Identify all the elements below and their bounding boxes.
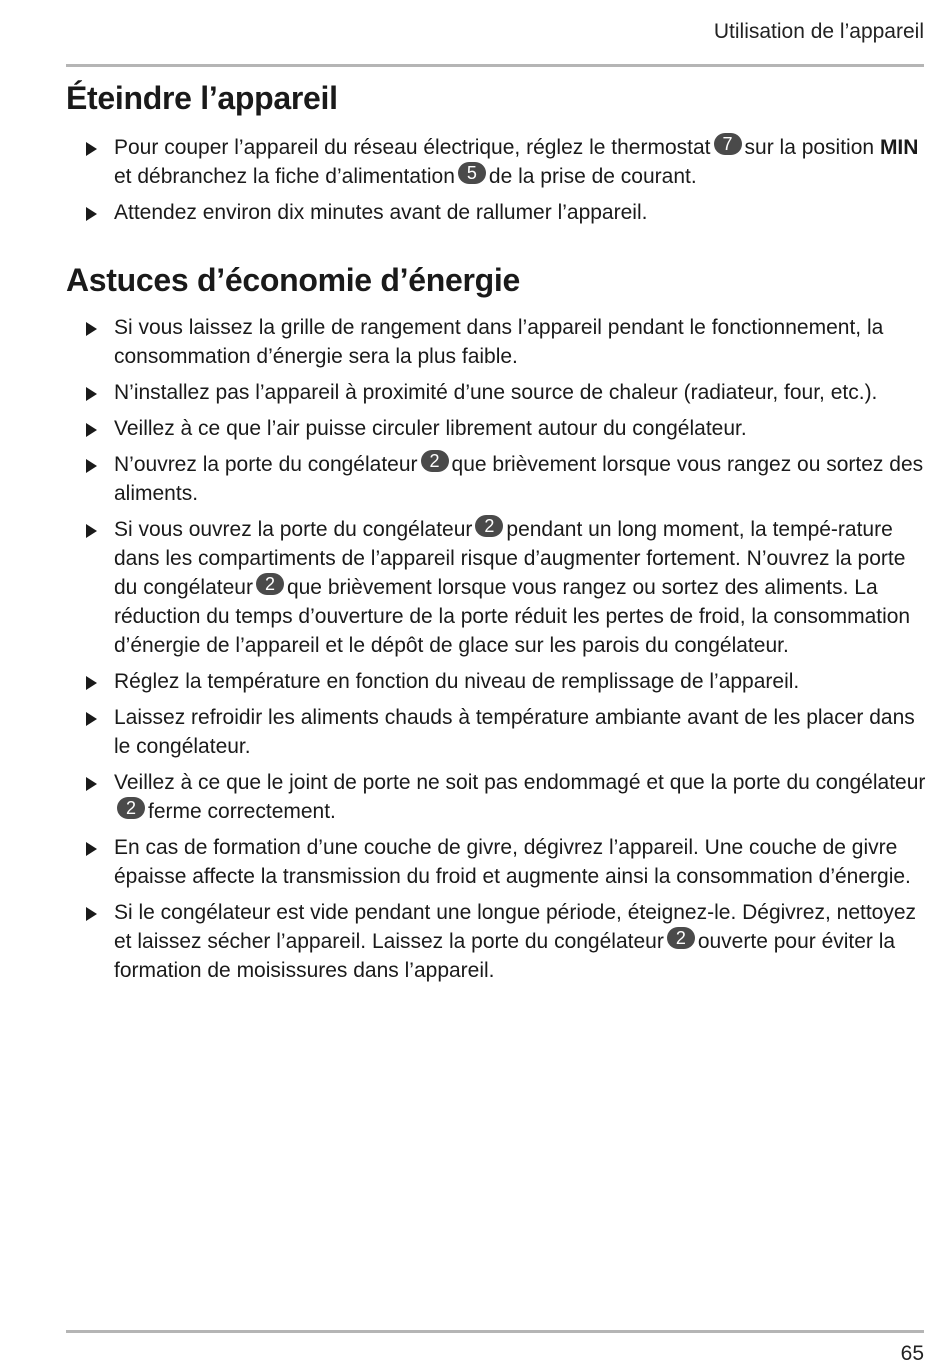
bullet-arrow-icon (86, 207, 97, 221)
bullet-arrow-icon (86, 777, 97, 791)
ref-number-badge: 2 (667, 927, 695, 949)
list-item: Laissez refroidir les aliments chauds à température ambiante avant de les placer dans le congélateur. (86, 703, 926, 761)
bullet-arrow-icon (86, 387, 97, 401)
ref-number-badge: 2 (475, 515, 503, 537)
ref-number-badge: 2 (256, 573, 284, 595)
ref-number-badge: 5 (458, 162, 486, 184)
bullet-arrow-icon (86, 423, 97, 437)
min-label: MIN (879, 136, 919, 159)
list-item: Attendez environ dix minutes avant de rallumer l’appareil. (86, 198, 926, 227)
list-off (86, 133, 926, 234)
list-tips (86, 313, 926, 992)
page-number: 65 (900, 1342, 924, 1365)
list-item: N’ouvrez la porte du congélateur 2 que brièvement lorsque vous rangez ou sortez des aliments. (86, 450, 926, 508)
bullet-arrow-icon (86, 524, 97, 538)
running-header: Utilisation de l’appareil (713, 20, 924, 43)
ref-number-badge: 2 (117, 797, 145, 819)
list-item: Veillez à ce que l’air puisse circuler librement autour du congélateur. (86, 414, 926, 443)
bullet-arrow-icon (86, 842, 97, 856)
ref-number-badge: 2 (421, 450, 449, 472)
list-item: Si vous ouvrez la porte du congélateur 2 pendant un long moment, la tempé-rature dans les compartiments de l’appareil risque d’augmenter fortement. N’ouvrez la porte du congélateur 2 que brièvement lorsque vous rangez ou sortez des aliments. La réduction du temps d’ouverture de la porte réduit les pertes de froid, la consommation d’énergie de l’appareil et le dépôt de glace sur les parois du congélateur. (86, 515, 926, 660)
list-item: Réglez la température en fonction du niveau de remplissage de l’appareil. (86, 667, 926, 696)
header-rule (66, 64, 924, 67)
list-item: Pour couper l’appareil du réseau électrique, réglez le thermostat 7 sur la position MIN et débranchez la fiche d’alimentation 5 de la prise de courant. (86, 133, 926, 191)
list-item: En cas de formation d’une couche de givre, dégivrez l’appareil. Une couche de givre épaisse affecte la transmission du froid et augmente ainsi la consommation d’énergie. (86, 833, 926, 891)
ref-number-badge: 7 (714, 133, 742, 155)
bullet-arrow-icon (86, 907, 97, 921)
list-item: N’installez pas l’appareil à proximité d’une source de chaleur (radiateur, four, etc.). (86, 378, 926, 407)
footer-rule (66, 1330, 924, 1333)
bullet-arrow-icon (86, 459, 97, 473)
bullet-arrow-icon (86, 676, 97, 690)
section-title-off: Éteindre l’appareil (66, 80, 338, 116)
list-item: Veillez à ce que le joint de porte ne soit pas endommagé et que la porte du congélateur2 ferme correctement. (86, 768, 926, 826)
list-item: Si le congélateur est vide pendant une longue période, éteignez-le. Dégivrez, nettoyez et laissez sécher l’appareil. Laissez la porte du congélateur 2 ouverte pour éviter la formation de moisissures dans l’appareil. (86, 898, 926, 985)
section-title-tips: Astuces d’économie d’énergie (66, 262, 520, 298)
bullet-arrow-icon (86, 142, 97, 156)
bullet-arrow-icon (86, 322, 97, 336)
bullet-arrow-icon (86, 712, 97, 726)
list-item: Si vous laissez la grille de rangement dans l’appareil pendant le fonctionnement, la consommation d’énergie sera la plus faible. (86, 313, 926, 371)
